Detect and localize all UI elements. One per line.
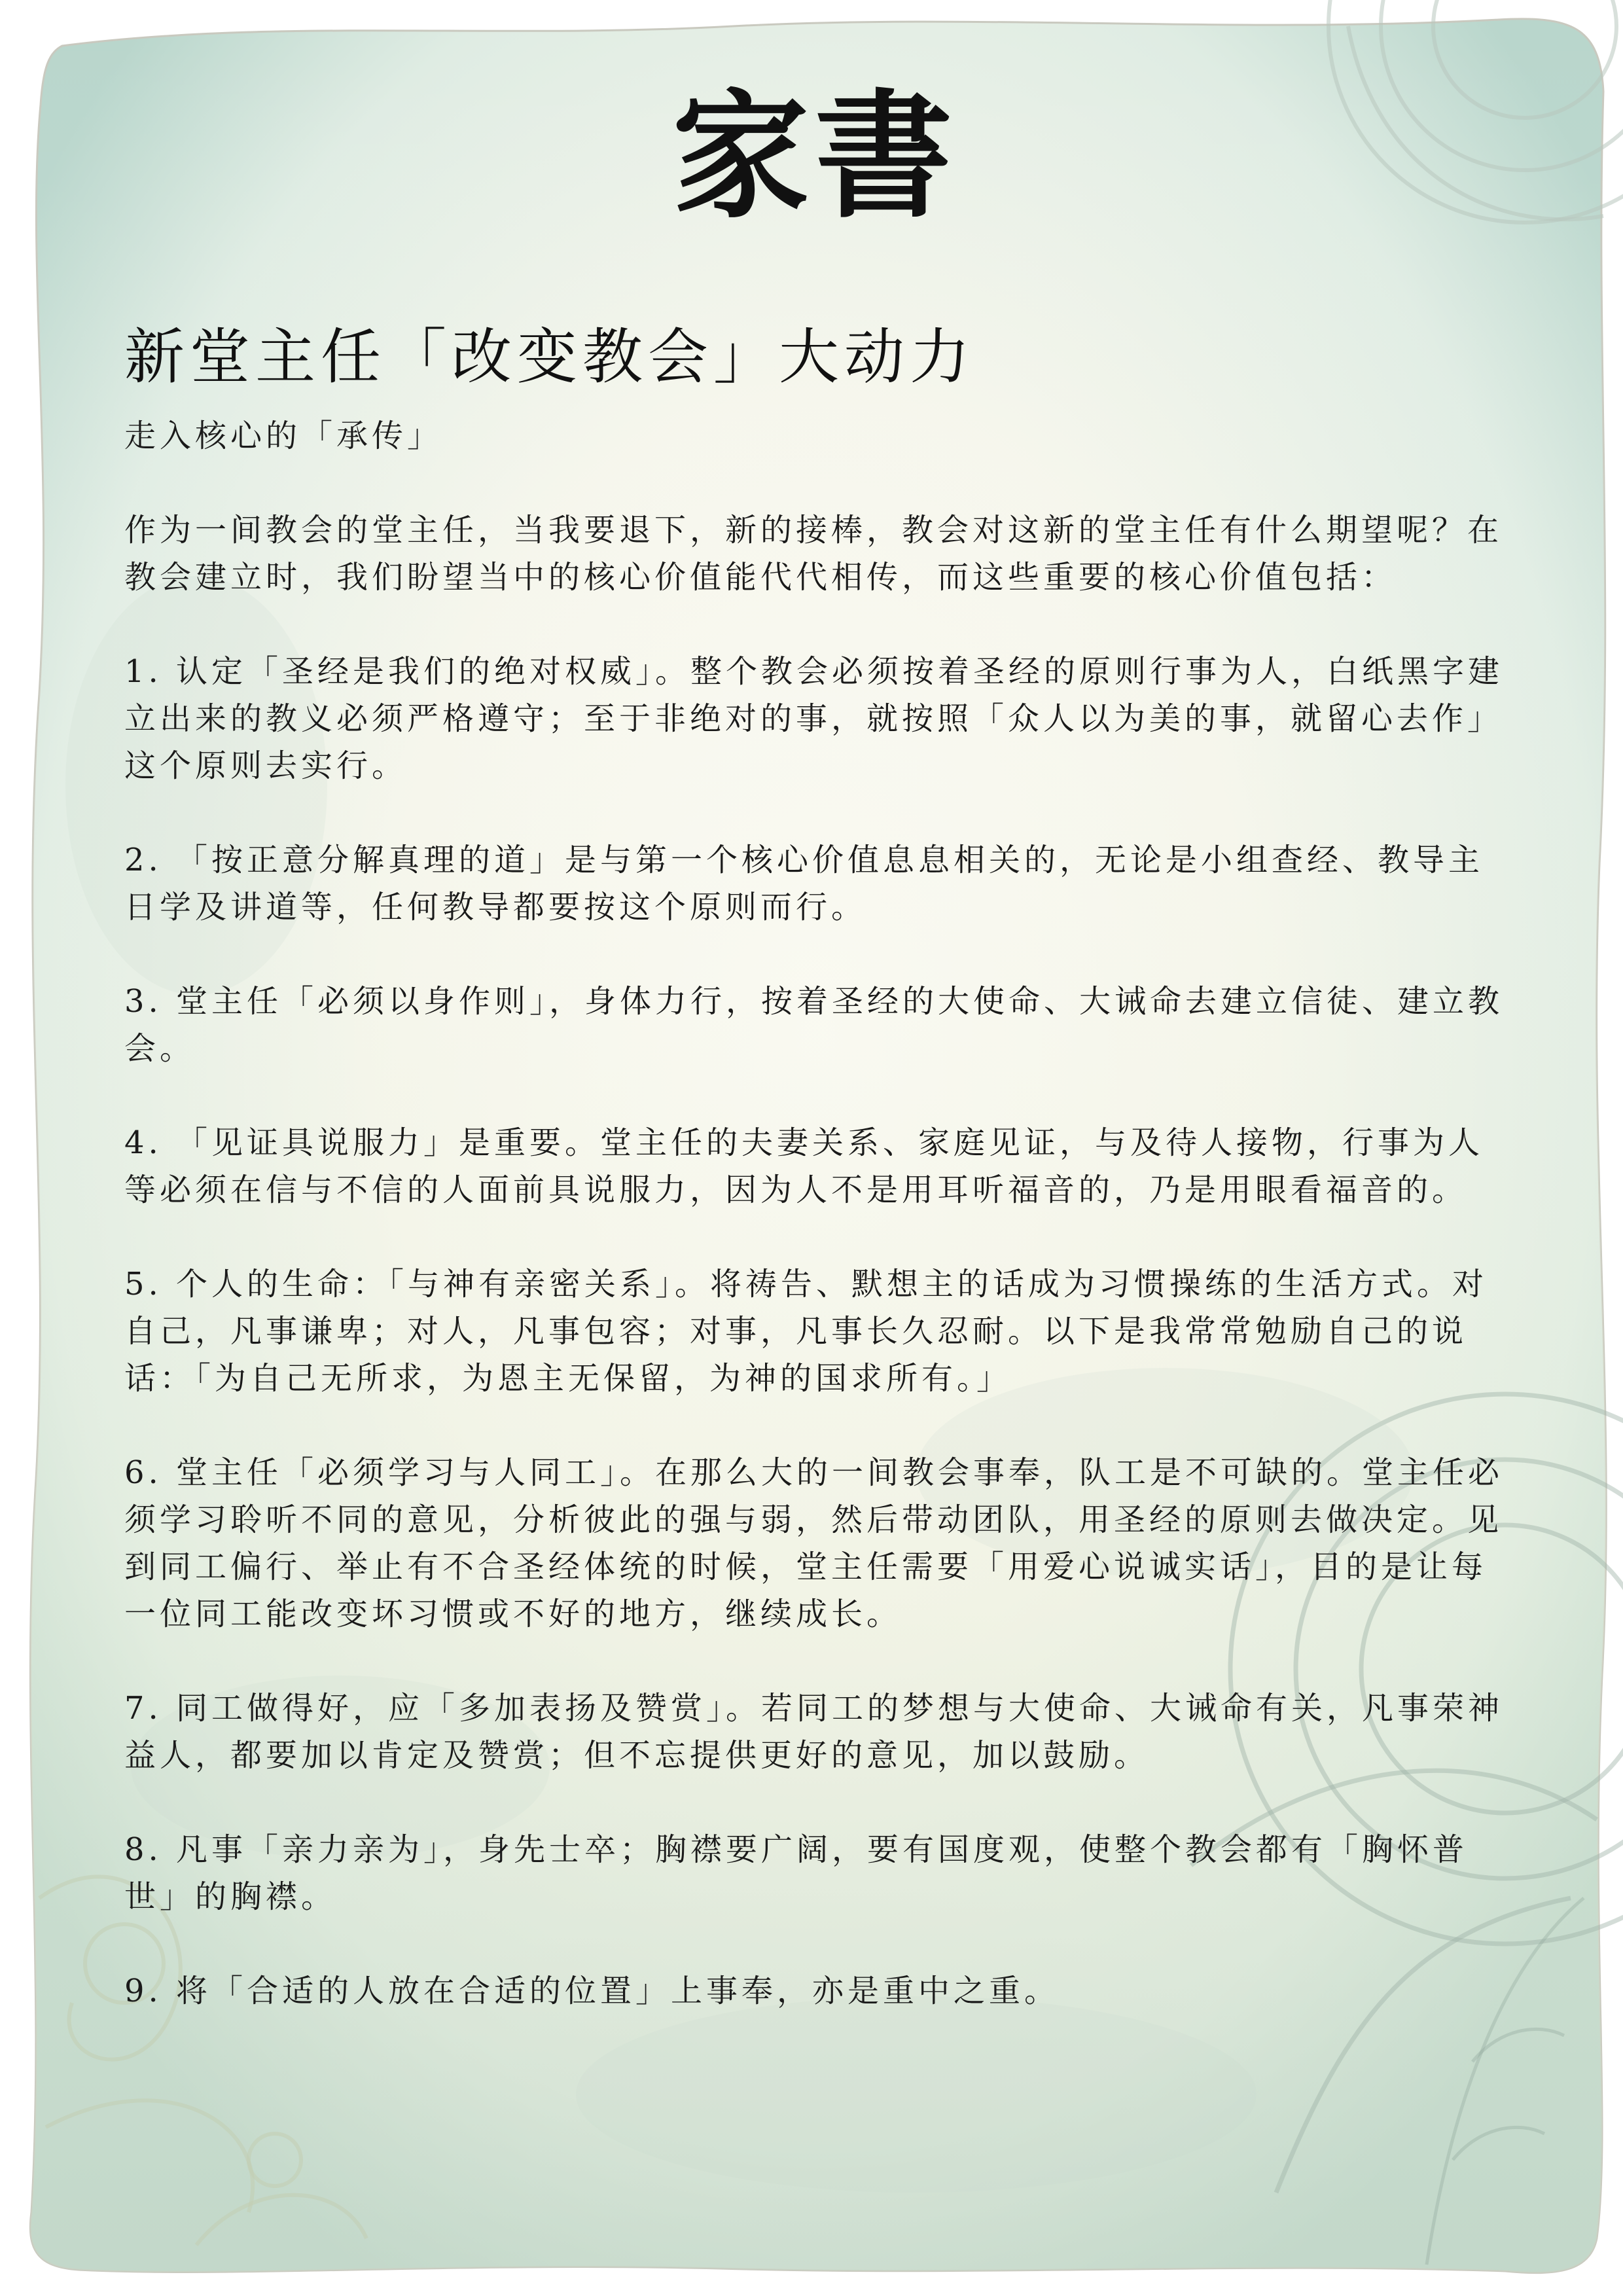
core-value-8: 8. 凡事「亲力亲为」，身先士卒；胸襟要广阔，要有国度观，使整个教会都有「胸怀普世」的胸襟。 [124,1831,1469,1915]
core-value-7: 7. 同工做得好，应「多加表扬及赞赏」。若同工的梦想与大使命、大诫命有关，凡事荣神益人，都要加以肯定及赞赏；但不忘提供更好的意见，加以鼓励。 [124,1690,1504,1774]
core-value-4: 4. 「见证具说服力」是重要。堂主任的夫妻关系、家庭见证，与及待人接物，行事为人等必须在信与不信的人面前具说服力，因为人不是用耳听福音的，乃是用眼看福音的。 [124,1124,1484,1208]
intro-paragraph: 作为一间教会的堂主任，当我要退下，新的接棒，教会对这新的堂主任有什么期望呢？在教会建立时，我们盼望当中的核心价值能代代相传，而这些重要的核心价值包括： [124,512,1503,596]
core-value-9: 9. 将「合适的人放在合适的位置」上事奉，亦是重中之重。 [124,1973,1060,2009]
page-title: 家書 [671,77,957,237]
core-value-6: 6. 堂主任「必须学习与人同工」。在那么大的一间教会事奉，队工是不可缺的。堂主任必须学习聆听不同的意见，分析彼此的强与弱，然后带动团队，用圣经的原则去做决定。见到同工偏行、举止有不合圣经体统的时候，堂主任需要「用爱心说诚实话」，目的是让每一位同工能改变坏习惯或不好的地方，继续成长。 [124,1454,1504,1632]
core-value-2: 2. 「按正意分解真理的道」是与第一个核心价值息息相关的，无论是小组查经、教导主日学及讲道等，任何教导都要按这个原则而行。 [124,842,1484,925]
letter-content [124,77,1505,2062]
core-value-1: 1. 认定「圣经是我们的绝对权威」。整个教会必须按着圣经的原则行事为人，白纸黑字建立出来的教义必须严格遵守；至于非绝对的事，就按照「众人以为美的事，就留心去作」这个原则去实行。 [124,653,1504,784]
core-value-5: 5. 个人的生命：「与神有亲密关系」。将祷告、默想主的话成为习惯操练的生活方式。对自己，凡事谦卑；对人，凡事包容；对事，凡事长久忍耐。以下是我常常勉励自己的说话：「为自己无所求，为恩主无保留，为神的国求所有。」 [124,1266,1488,1397]
lead-line: 走入核心的「承传」 [124,418,443,454]
core-value-3: 3. 堂主任「必须以身作则」，身体力行，按着圣经的大使命、大诫命去建立信徒、建立教会。 [124,983,1504,1067]
article-subtitle: 新堂主任「改变教会」大动力 [124,322,976,392]
